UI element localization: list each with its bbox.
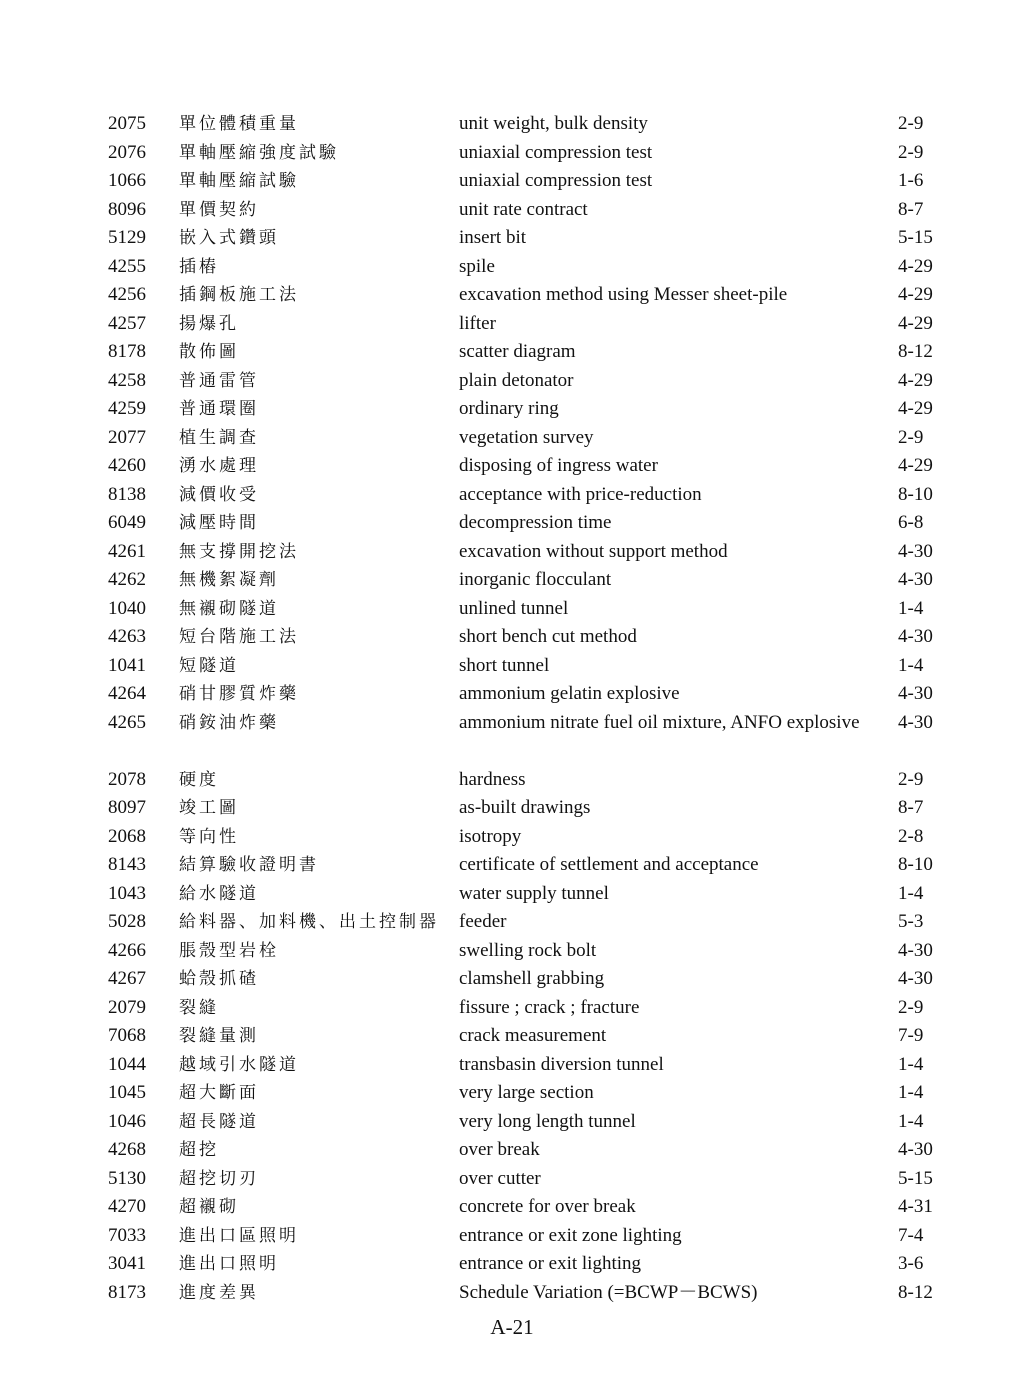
section-reference: 4-30: [898, 1139, 933, 1160]
term-code: 8143: [108, 854, 146, 875]
glossary-row: [0, 566, 1024, 595]
chinese-term: 湧水處理: [179, 456, 259, 476]
section-reference: 5-15: [898, 1167, 933, 1189]
chinese-term: 等向性: [179, 826, 239, 847]
section-reference: 3-6: [898, 1253, 924, 1274]
section-reference: 4-29: [898, 398, 933, 419]
section-reference: 8-10: [898, 854, 933, 875]
glossary-row: [0, 1108, 1024, 1137]
glossary-row: [0, 1193, 1024, 1222]
term-code: 7068: [108, 1025, 146, 1046]
english-term: acceptance with price-reduction: [459, 483, 702, 505]
term-code: 7033: [108, 1224, 146, 1246]
term-code: 4266: [108, 939, 146, 961]
section-reference: 4-29: [898, 284, 933, 305]
english-term: entrance or exit zone lighting: [459, 1224, 682, 1246]
term-code: 3041: [108, 1253, 146, 1274]
chinese-term: 嵌入式鑽頭: [179, 228, 279, 248]
section-reference: 4-30: [898, 626, 933, 647]
english-term: isotropy: [459, 825, 522, 847]
chinese-term: 裂縫: [179, 997, 219, 1018]
chinese-term: 減價收受: [179, 484, 259, 505]
section-reference: 6-8: [898, 512, 924, 533]
chinese-term: 進出口區照明: [179, 1225, 299, 1246]
chinese-term: 超挖: [179, 1140, 219, 1160]
english-term: feeder: [459, 911, 507, 932]
section-reference: 1-4: [898, 882, 924, 904]
term-code: 4255: [108, 255, 146, 277]
section-reference: 8-12: [898, 1281, 933, 1303]
chinese-term: 無機絮凝劑: [179, 570, 279, 590]
section-reference: 8-7: [898, 797, 924, 818]
section-reference: 8-12: [898, 341, 933, 362]
section-reference: 5-3: [898, 911, 924, 932]
term-code: 5129: [108, 227, 146, 248]
section-reference: 4-30: [898, 968, 933, 989]
english-term: concrete for over break: [459, 1196, 636, 1217]
chinese-term: 植生調查: [179, 427, 259, 448]
section-reference: 2-8: [898, 825, 924, 847]
glossary-row: [0, 1222, 1024, 1251]
glossary-table: [0, 110, 1024, 1307]
english-term: ammonium nitrate fuel oil mixture, ANFO explosive: [459, 711, 860, 733]
term-code: 2078: [108, 768, 146, 790]
term-code: 1043: [108, 882, 146, 904]
glossary-row: [0, 1165, 1024, 1194]
term-code: 2075: [108, 113, 146, 134]
term-code: 4270: [108, 1196, 146, 1217]
term-code: 2077: [108, 426, 146, 448]
section-reference: 7-4: [898, 1224, 924, 1246]
glossary-row: [0, 1279, 1024, 1308]
chinese-term: 竣工圖: [179, 798, 239, 818]
english-term: excavation method using Messer sheet-pile: [459, 284, 788, 305]
english-term: lifter: [459, 312, 496, 334]
term-code: 2079: [108, 996, 146, 1018]
section-reference: 4-31: [898, 1196, 933, 1217]
section-reference: 2-9: [898, 426, 924, 448]
section-reference: 2-9: [898, 113, 924, 134]
english-term: uniaxial compression test: [459, 170, 653, 191]
english-term: excavation without support method: [459, 540, 728, 562]
term-code: 4268: [108, 1139, 146, 1160]
section-reference: 1-4: [898, 1082, 924, 1103]
term-code: 8173: [108, 1281, 146, 1303]
glossary-row: [0, 110, 1024, 139]
term-code: 4258: [108, 369, 146, 391]
chinese-term: 超襯砌: [179, 1197, 239, 1217]
section-reference: 4-30: [898, 540, 933, 562]
page-number: A-21: [490, 1315, 534, 1339]
english-term: Schedule Variation (=BCWP－BCWS): [459, 1281, 758, 1303]
section-reference: 4-30: [898, 569, 933, 590]
chinese-term: 超大斷面: [179, 1083, 259, 1103]
chinese-term: 無襯砌隧道: [179, 598, 279, 619]
glossary-row: [0, 823, 1024, 852]
english-term: clamshell grabbing: [459, 968, 605, 989]
section-reference: 1-4: [898, 1053, 924, 1075]
section-reference: 8-7: [898, 198, 924, 220]
term-code: 1066: [108, 170, 146, 191]
chinese-term: 短隧道: [179, 655, 239, 676]
section-reference: 4-29: [898, 369, 933, 391]
chinese-term: 單軸壓縮強度試驗: [179, 142, 339, 163]
term-code: 4265: [108, 711, 146, 733]
term-code: 1044: [108, 1053, 146, 1075]
term-code: 2068: [108, 825, 146, 847]
english-term: over break: [459, 1139, 540, 1160]
term-code: 4264: [108, 683, 146, 704]
term-code: 8097: [108, 797, 146, 818]
section-reference: 7-9: [898, 1025, 924, 1046]
glossary-row: [0, 1136, 1024, 1165]
english-term: very long length tunnel: [459, 1110, 636, 1132]
glossary-row: [0, 937, 1024, 966]
glossary-row: [0, 481, 1024, 510]
chinese-term: 揚爆孔: [179, 313, 239, 334]
english-term: unit rate contract: [459, 198, 588, 220]
term-code: 1046: [108, 1110, 146, 1132]
english-term: crack measurement: [459, 1025, 607, 1046]
glossary-row: [0, 1079, 1024, 1108]
section-reference: 5-15: [898, 227, 933, 248]
section-reference: 2-9: [898, 768, 924, 790]
chinese-term: 越域引水隧道: [179, 1054, 299, 1075]
english-term: over cutter: [459, 1167, 541, 1189]
glossary-row: [0, 652, 1024, 681]
term-code: 1041: [108, 654, 146, 676]
glossary-row: [0, 395, 1024, 424]
glossary-row: [0, 509, 1024, 538]
chinese-term: 插樁: [179, 256, 219, 277]
glossary-row: [0, 224, 1024, 253]
chinese-term: 脹殼型岩栓: [179, 940, 279, 961]
chinese-term: 單軸壓縮試驗: [179, 171, 299, 191]
section-reference: 4-30: [898, 683, 933, 704]
glossary-row: [0, 310, 1024, 339]
term-code: 8138: [108, 483, 146, 505]
term-code: 4259: [108, 398, 146, 419]
section-reference: 1-6: [898, 170, 924, 191]
glossary-row: [0, 623, 1024, 652]
section-reference: 4-29: [898, 312, 933, 334]
chinese-term: 硝銨油炸藥: [179, 712, 279, 733]
chinese-term: 蛤殼抓碴: [179, 969, 259, 989]
chinese-term: 裂縫量測: [179, 1026, 259, 1046]
chinese-term: 超挖切刃: [179, 1168, 259, 1189]
english-term: uniaxial compression test: [459, 141, 653, 163]
glossary-row: [0, 424, 1024, 453]
section-reference: 4-30: [898, 939, 933, 961]
english-term: ordinary ring: [459, 398, 559, 419]
glossary-row: [0, 766, 1024, 795]
section-reference: 1-4: [898, 1110, 924, 1132]
english-term: as-built drawings: [459, 797, 591, 818]
section-reference: 4-29: [898, 255, 933, 277]
glossary-row: [0, 538, 1024, 567]
chinese-term: 單位體積重量: [179, 114, 299, 134]
section-reference: 2-9: [898, 141, 924, 163]
glossary-row: [0, 1051, 1024, 1080]
english-term: unlined tunnel: [459, 597, 569, 619]
glossary-row: [0, 1250, 1024, 1279]
glossary-row: [0, 281, 1024, 310]
english-term: scatter diagram: [459, 341, 576, 362]
english-term: transbasin diversion tunnel: [459, 1053, 664, 1075]
chinese-term: 普通環圈: [179, 399, 259, 419]
english-term: short bench cut method: [459, 626, 637, 647]
term-code: 5028: [108, 911, 146, 932]
glossary-row: [0, 994, 1024, 1023]
term-code: 4263: [108, 626, 146, 647]
chinese-term: 普通雷管: [179, 370, 259, 391]
term-code: 8096: [108, 198, 146, 220]
section-reference: 8-10: [898, 483, 933, 505]
glossary-row: [0, 338, 1024, 367]
chinese-term: 硝甘膠質炸藥: [179, 684, 299, 704]
chinese-term: 硬度: [179, 769, 219, 790]
chinese-term: 超長隧道: [179, 1111, 259, 1132]
english-term: certificate of settlement and acceptance: [459, 854, 759, 875]
chinese-term: 進出口照明: [179, 1254, 279, 1274]
term-code: 6049: [108, 512, 146, 533]
chinese-term: 短台階施工法: [179, 627, 299, 647]
term-code: 5130: [108, 1167, 146, 1189]
term-code: 4267: [108, 968, 146, 989]
english-term: insert bit: [459, 227, 527, 248]
term-code: 4256: [108, 284, 146, 305]
english-term: fissure ; crack ; fracture: [459, 996, 640, 1018]
english-term: swelling rock bolt: [459, 939, 597, 961]
chinese-term: 結算驗收證明書: [179, 855, 319, 875]
glossary-row: [0, 452, 1024, 481]
chinese-term: 插鋼板施工法: [179, 285, 299, 305]
english-term: ammonium gelatin explosive: [459, 683, 680, 704]
glossary-row: [0, 595, 1024, 624]
glossary-row: [0, 908, 1024, 937]
glossary-row: [0, 1022, 1024, 1051]
glossary-row: [0, 709, 1024, 766]
glossary-row: [0, 794, 1024, 823]
english-term: short tunnel: [459, 654, 550, 676]
term-code: 4260: [108, 455, 146, 476]
glossary-row: [0, 139, 1024, 168]
section-reference: 2-9: [898, 996, 924, 1018]
english-term: hardness: [459, 768, 526, 790]
chinese-term: 減壓時間: [179, 513, 259, 533]
english-term: very large section: [459, 1082, 594, 1103]
english-term: plain detonator: [459, 369, 574, 391]
chinese-term: 單價契約: [179, 199, 259, 220]
chinese-term: 給水隧道: [179, 883, 259, 904]
term-code: 4257: [108, 312, 146, 334]
english-term: disposing of ingress water: [459, 455, 658, 476]
section-reference: 4-29: [898, 455, 933, 476]
glossary-row: [0, 880, 1024, 909]
english-term: water supply tunnel: [459, 882, 609, 904]
chinese-term: 給料器、加料機、出土控制器: [179, 912, 439, 932]
section-reference: 4-30: [898, 711, 933, 733]
section-reference: 1-4: [898, 597, 924, 619]
glossary-row: [0, 253, 1024, 282]
chinese-term: 無支撐開挖法: [179, 541, 299, 562]
term-code: 2076: [108, 141, 146, 163]
english-term: decompression time: [459, 512, 612, 533]
english-term: unit weight, bulk density: [459, 113, 648, 134]
glossary-row: [0, 196, 1024, 225]
english-term: vegetation survey: [459, 426, 594, 448]
glossary-row: [0, 965, 1024, 994]
term-code: 1045: [108, 1082, 146, 1103]
glossary-row: [0, 680, 1024, 709]
glossary-row: [0, 851, 1024, 880]
glossary-row: [0, 367, 1024, 396]
english-term: entrance or exit lighting: [459, 1253, 642, 1274]
term-code: 8178: [108, 341, 146, 362]
english-term: inorganic flocculant: [459, 569, 612, 590]
english-term: spile: [459, 255, 495, 277]
term-code: 4262: [108, 569, 146, 590]
term-code: 1040: [108, 597, 146, 619]
term-code: 4261: [108, 540, 146, 562]
glossary-row: [0, 167, 1024, 196]
section-reference: 1-4: [898, 654, 924, 676]
chinese-term: 進度差異: [179, 1282, 259, 1303]
chinese-term: 散佈圖: [179, 342, 239, 362]
